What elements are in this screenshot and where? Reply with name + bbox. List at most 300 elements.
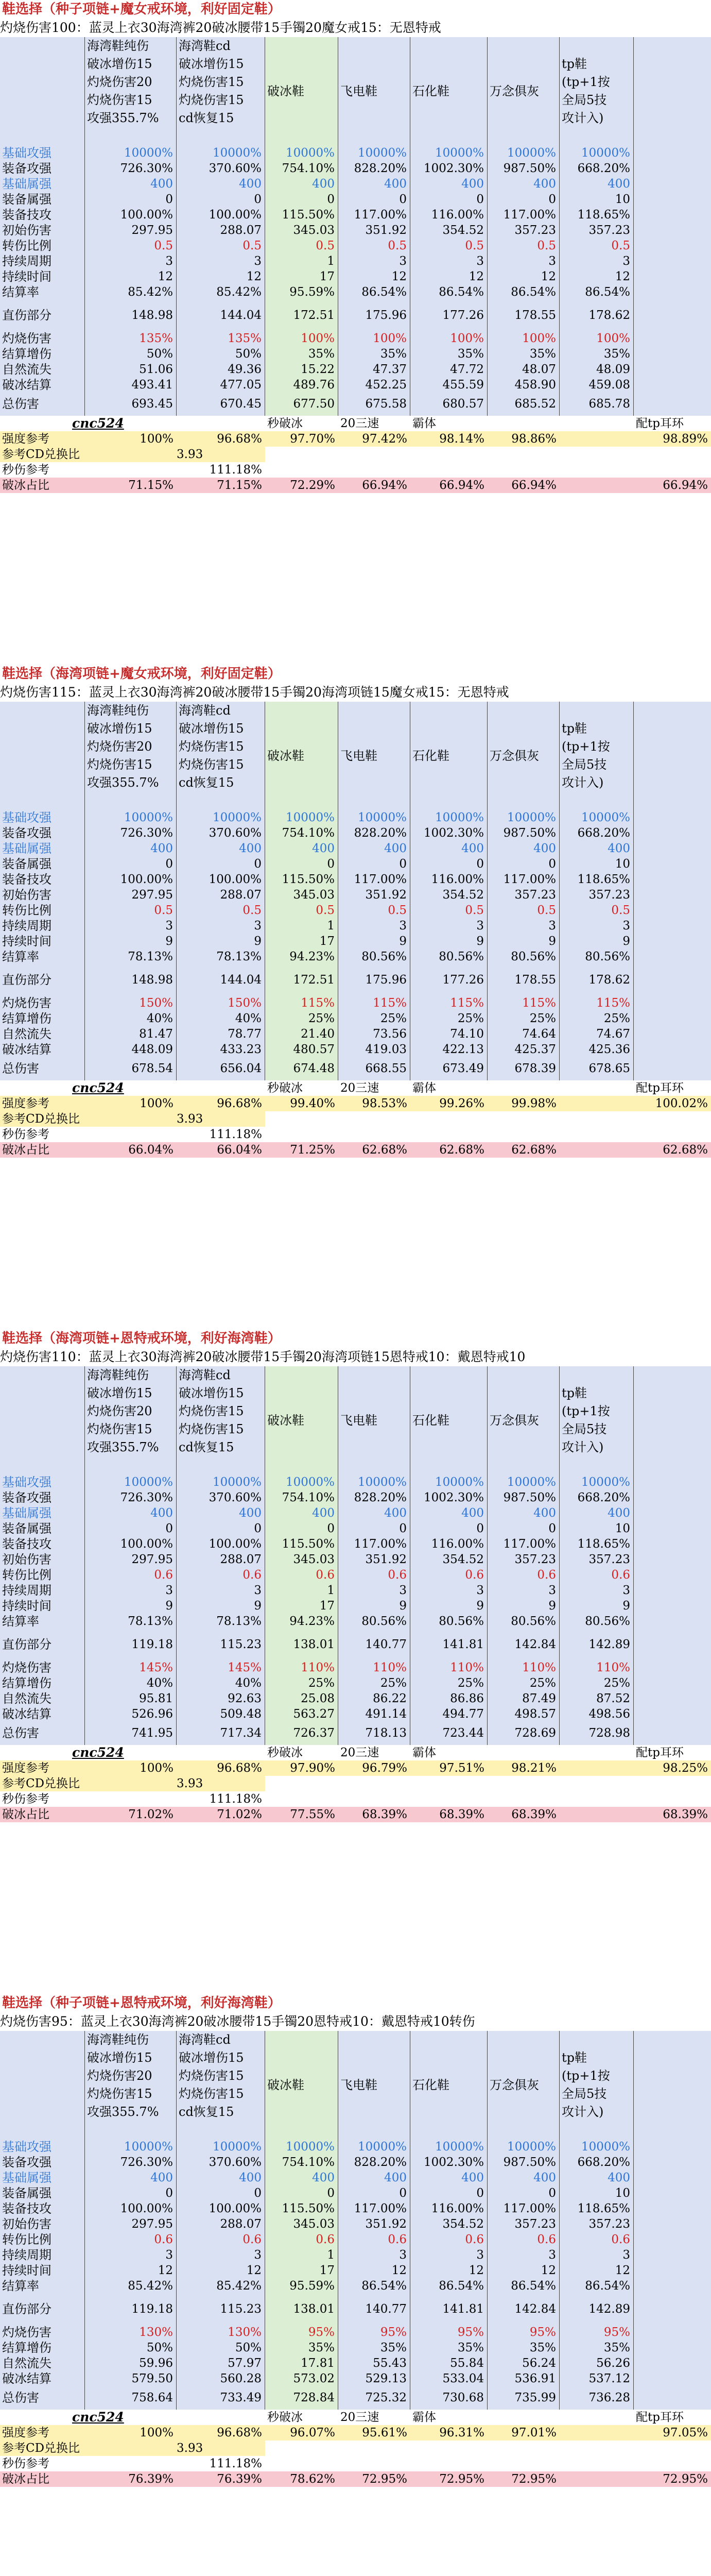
table-cell: 100.00% xyxy=(177,872,265,887)
header-gulf-cd xyxy=(177,702,265,810)
table-row xyxy=(0,1026,711,1042)
table-cell: 9 xyxy=(410,934,488,949)
table-cell: 135% xyxy=(85,331,177,346)
table-cell-blank xyxy=(634,1057,711,1080)
table-cell: 95% xyxy=(265,2325,338,2340)
table-cell: 86.22 xyxy=(338,1691,410,1706)
title-subtitle: （种子项链+恩特戒环境，利好海湾鞋） xyxy=(42,1995,281,2011)
intensity-value: 96.79% xyxy=(362,1761,407,1775)
table-row xyxy=(0,841,711,856)
table-row xyxy=(0,1706,711,1722)
header-line: 灼烧伤害20 xyxy=(87,2069,152,2083)
table-cell: 656.04 xyxy=(177,1057,265,1080)
table-cell-blank xyxy=(634,176,711,192)
header-line: 灼烧伤害15 xyxy=(179,739,244,754)
table-cell: 354.52 xyxy=(410,223,488,238)
table-cell: 828.20% xyxy=(338,1490,410,1505)
table-cell: 117.00% xyxy=(488,1536,560,1552)
table-cell: 115% xyxy=(265,995,338,1011)
table-cell-blank xyxy=(634,872,711,887)
title-text: 鞋选择 xyxy=(2,1995,43,2011)
table-cell: 459.08 xyxy=(560,377,634,393)
author-tag: cnc524 xyxy=(72,2410,124,2425)
table-cell: 25% xyxy=(488,1011,560,1026)
summary-col-label: 霸体 xyxy=(412,1746,436,1759)
table-cell: 145% xyxy=(177,1660,265,1675)
table-cell: 736.28 xyxy=(560,2386,634,2410)
intensity-label: 强度参考 xyxy=(2,432,49,446)
table-row xyxy=(0,238,711,253)
table-cell: 100.00% xyxy=(85,207,177,223)
table-cell: 0.5 xyxy=(177,238,265,253)
table-cell: 9 xyxy=(488,934,560,949)
table-row xyxy=(0,1042,711,1057)
header-tp xyxy=(560,37,634,145)
header-line: 灼烧伤害15 xyxy=(87,757,152,772)
table-cell: 116.00% xyxy=(410,872,488,887)
table-cell: 673.49 xyxy=(410,1057,488,1080)
table-cell-blank xyxy=(634,2155,711,2170)
table-cell: 9 xyxy=(85,1598,177,1614)
table-cell: 400 xyxy=(265,2170,338,2185)
table-cell: 3 xyxy=(85,918,177,934)
table-cell-blank xyxy=(634,934,711,949)
table-cell: 754.10% xyxy=(265,825,338,841)
table-cell: 50% xyxy=(85,346,177,362)
table-cell: 100% xyxy=(560,331,634,346)
table-cell: 117.00% xyxy=(338,1536,410,1552)
table-cell: 12 xyxy=(488,2263,560,2278)
header-gulf-cd xyxy=(177,1366,265,1475)
row-label: 持续周期 xyxy=(0,2247,85,2263)
table-cell: 130% xyxy=(85,2325,177,2340)
table-cell-blank xyxy=(634,1567,711,1583)
table-cell: 95% xyxy=(338,2325,410,2340)
table-cell: 10000% xyxy=(85,145,177,161)
table-cell: 115% xyxy=(488,995,560,1011)
table-cell: 74.64 xyxy=(488,1026,560,1042)
table-cell: 10000% xyxy=(85,2139,177,2155)
table-cell: 10000% xyxy=(488,810,560,825)
table-cell: 345.03 xyxy=(265,887,338,903)
row-label: 基础攻强 xyxy=(0,145,85,161)
table-cell: 9 xyxy=(85,934,177,949)
table-row xyxy=(0,918,711,934)
table-cell: 95% xyxy=(560,2325,634,2340)
summary-header-row xyxy=(0,1745,711,1760)
table-cell-blank xyxy=(634,1490,711,1505)
table-cell-blank xyxy=(634,887,711,903)
table-cell: 728.84 xyxy=(265,2386,338,2410)
table-cell: 35% xyxy=(265,2340,338,2355)
table-cell: 0 xyxy=(488,2185,560,2201)
table-row xyxy=(0,2232,711,2247)
header-line: 灼烧伤害20 xyxy=(87,75,152,89)
table-row xyxy=(0,145,711,161)
header-line: 灼烧伤害15 xyxy=(179,75,244,89)
icebreak-ratio-value: 68.39% xyxy=(362,1808,407,1821)
intensity-value: 96.68% xyxy=(217,1761,262,1775)
table-cell: 85.42% xyxy=(85,2278,177,2294)
table-cell: 288.07 xyxy=(177,1552,265,1567)
column-header-row xyxy=(0,1366,711,1475)
table-cell-blank xyxy=(634,2232,711,2247)
table-cell: 3 xyxy=(338,1583,410,1598)
table-cell: 10000% xyxy=(560,810,634,825)
header-flying: 飞电鞋 xyxy=(338,37,410,145)
header-line: 灼烧伤害15 xyxy=(179,1422,244,1436)
header-line: 攻计入) xyxy=(562,1440,604,1454)
header-blank xyxy=(0,702,85,810)
row-label: 装备技攻 xyxy=(0,207,85,223)
table-cell: 78.13% xyxy=(85,1614,177,1629)
header-line: 全局5技 xyxy=(562,757,607,772)
table-cell: 95.59% xyxy=(265,284,338,300)
table-cell: 1 xyxy=(265,918,338,934)
row-label: 自然流失 xyxy=(0,1026,85,1042)
table-cell: 351.92 xyxy=(338,2216,410,2232)
icebreak-ratio-value: 72.95% xyxy=(511,2472,557,2486)
table-cell: 351.92 xyxy=(338,223,410,238)
row-label: 结算率 xyxy=(0,284,85,300)
table-cell: 10000% xyxy=(488,1475,560,1490)
header-line: 破冰增伤15 xyxy=(179,721,244,736)
table-cell: 680.57 xyxy=(410,393,488,416)
table-cell: 498.56 xyxy=(560,1706,634,1722)
header-blank-right xyxy=(634,1366,711,1475)
table-cell: 25% xyxy=(410,1675,488,1691)
column-header-row xyxy=(0,37,711,146)
header-line: 灼烧伤害15 xyxy=(179,1404,244,1418)
table-cell: 85.42% xyxy=(177,2278,265,2294)
table-cell: 86.54% xyxy=(338,284,410,300)
table-cell: 537.12 xyxy=(560,2371,634,2386)
section-title xyxy=(2,665,281,683)
header-icebreak: 破冰鞋 xyxy=(265,702,338,810)
table-cell: 115.50% xyxy=(265,872,338,887)
icebreak-ratio-value: 71.15% xyxy=(128,479,174,492)
table-cell: 370.60% xyxy=(177,2155,265,2170)
table-row xyxy=(0,269,711,284)
table-cell: 145% xyxy=(85,1660,177,1675)
table-cell: 57.97 xyxy=(177,2355,265,2371)
table-cell: 452.25 xyxy=(338,377,410,393)
table-cell: 288.07 xyxy=(177,2216,265,2232)
table-cell-blank xyxy=(634,2386,711,2410)
table-cell-blank xyxy=(634,1675,711,1691)
section-4 xyxy=(0,1994,711,2576)
table-cell: 78.13% xyxy=(177,1614,265,1629)
table-cell: 480.57 xyxy=(265,1042,338,1057)
table-cell: 668.20% xyxy=(560,161,634,176)
author-tag: cnc524 xyxy=(72,416,124,431)
summary-col-label: 秒破冰 xyxy=(267,1746,303,1759)
table-cell: 741.95 xyxy=(85,1722,177,1745)
table-cell-blank xyxy=(634,1552,711,1567)
header-line: 攻计入) xyxy=(562,775,604,790)
table-cell: 0 xyxy=(265,192,338,207)
table-cell: 0 xyxy=(85,856,177,872)
header-blank-right xyxy=(634,37,711,145)
table-cell: 141.81 xyxy=(410,1629,488,1660)
table-cell: 50% xyxy=(177,2340,265,2355)
table-cell: 288.07 xyxy=(177,223,265,238)
header-flying: 飞电鞋 xyxy=(338,2031,410,2139)
header-line: 灼烧伤害15 xyxy=(87,1422,152,1436)
table-cell: 400 xyxy=(265,176,338,192)
table-cell: 458.90 xyxy=(488,377,560,393)
table-cell: 10000% xyxy=(177,145,265,161)
table-cell: 9 xyxy=(560,1598,634,1614)
table-cell: 87.49 xyxy=(488,1691,560,1706)
table-row xyxy=(0,995,711,1011)
table-cell: 115.23 xyxy=(177,1629,265,1660)
table-cell: 95.59% xyxy=(265,2278,338,2294)
table-cell: 73.56 xyxy=(338,1026,410,1042)
table-cell: 400 xyxy=(488,841,560,856)
table-cell: 0.6 xyxy=(177,1567,265,1583)
table-cell: 0 xyxy=(177,2185,265,2201)
table-cell-blank xyxy=(634,2216,711,2232)
table-cell: 754.10% xyxy=(265,2155,338,2170)
table-cell: 10 xyxy=(560,1521,634,1536)
row-label: 装备属强 xyxy=(0,2185,85,2201)
row-label: 装备技攻 xyxy=(0,872,85,887)
table-cell: 400 xyxy=(177,2170,265,2185)
row-label: 直伤部分 xyxy=(0,964,85,995)
intensity-value: 96.31% xyxy=(439,2426,484,2439)
environment-line: 灼烧伤害95：蓝灵上衣30海湾裤20破冰腰带15手镯20恩特戒10：戴恩特戒10转伤 xyxy=(0,2012,711,2031)
section-2 xyxy=(0,665,711,1319)
table-cell: 12 xyxy=(410,269,488,284)
row-label: 直伤部分 xyxy=(0,300,85,331)
table-cell: 10000% xyxy=(177,2139,265,2155)
row-label: 初始伤害 xyxy=(0,1552,85,1567)
table-row xyxy=(0,2201,711,2216)
table-cell-blank xyxy=(634,2294,711,2325)
header-line: 灼烧伤害20 xyxy=(87,1404,152,1418)
table-cell: 357.23 xyxy=(488,2216,560,2232)
table-row xyxy=(0,377,711,393)
dps-row xyxy=(0,1791,711,1807)
table-cell: 49.36 xyxy=(177,362,265,377)
table-row xyxy=(0,856,711,872)
table-cell: 0.6 xyxy=(85,1567,177,1583)
row-label: 直伤部分 xyxy=(0,2294,85,2325)
table-cell: 140.77 xyxy=(338,2294,410,2325)
table-row xyxy=(0,192,711,207)
row-label: 灼烧伤害 xyxy=(0,331,85,346)
table-cell: 0.6 xyxy=(265,2232,338,2247)
icebreak-ratio-label: 破冰占比 xyxy=(2,1143,49,1157)
table-cell: 12 xyxy=(560,269,634,284)
table-cell: 0 xyxy=(338,2185,410,2201)
row-label: 结算增伤 xyxy=(0,1675,85,1691)
intensity-value: 97.42% xyxy=(362,432,407,446)
icebreak-ratio-value: 71.02% xyxy=(128,1808,174,1821)
table-cell-blank xyxy=(634,903,711,918)
table-cell-blank xyxy=(634,1629,711,1660)
table-cell: 351.92 xyxy=(338,1552,410,1567)
table-cell: 400 xyxy=(410,176,488,192)
dps-value: 111.18% xyxy=(209,463,262,477)
icebreak-ratio-value: 78.62% xyxy=(290,2472,335,2486)
summary-col-label: 20三速 xyxy=(340,1081,379,1095)
header-gulf-pure xyxy=(85,702,177,810)
intensity-value: 100% xyxy=(140,432,174,446)
table-cell: 433.23 xyxy=(177,1042,265,1057)
table-cell: 1 xyxy=(265,2247,338,2263)
table-cell-blank xyxy=(634,223,711,238)
table-cell-blank xyxy=(634,1598,711,1614)
table-cell: 400 xyxy=(488,2170,560,2185)
table-cell: 9 xyxy=(177,1598,265,1614)
table-cell: 119.18 xyxy=(85,2294,177,2325)
table-cell-blank xyxy=(634,284,711,300)
table-cell: 425.36 xyxy=(560,1042,634,1057)
table-cell-blank xyxy=(634,1583,711,1598)
table-cell: 115.50% xyxy=(265,2201,338,2216)
table-cell: 144.04 xyxy=(177,964,265,995)
header-line: 灼烧伤害15 xyxy=(179,2069,244,2083)
table-cell: 35% xyxy=(410,2340,488,2355)
table-cell-blank xyxy=(634,145,711,161)
data-table xyxy=(0,1475,711,1745)
table-cell: 0 xyxy=(85,192,177,207)
table-cell-blank xyxy=(634,2263,711,2278)
intensity-value: 99.26% xyxy=(439,1097,484,1110)
table-cell: 116.00% xyxy=(410,1536,488,1552)
header-flying: 飞电鞋 xyxy=(338,702,410,810)
header-line: 攻强355.7% xyxy=(87,1440,159,1454)
row-label: 自然流失 xyxy=(0,1691,85,1706)
summary-header-row xyxy=(0,416,711,431)
summary-col-label: 配tp耳环 xyxy=(636,417,684,430)
table-cell: 1002.30% xyxy=(410,161,488,176)
table-cell-blank xyxy=(634,964,711,995)
header-line: 破冰增伤15 xyxy=(179,2050,244,2065)
header-line: 海湾鞋cd xyxy=(179,703,231,718)
table-cell: 0.6 xyxy=(265,1567,338,1583)
table-cell: 728.98 xyxy=(560,1722,634,1745)
table-cell: 357.23 xyxy=(560,223,634,238)
row-label: 装备属强 xyxy=(0,1521,85,1536)
table-cell: 117.00% xyxy=(488,2201,560,2216)
table-cell: 100.00% xyxy=(177,1536,265,1552)
table-cell: 110% xyxy=(338,1660,410,1675)
table-cell: 400 xyxy=(560,176,634,192)
table-cell: 25% xyxy=(265,1011,338,1026)
table-cell-blank xyxy=(634,841,711,856)
table-cell: 351.92 xyxy=(338,887,410,903)
summary-header-row xyxy=(0,2410,711,2425)
row-label: 基础攻强 xyxy=(0,810,85,825)
table-cell-blank xyxy=(634,346,711,362)
table-cell: 726.30% xyxy=(85,825,177,841)
header-line: 海湾鞋cd xyxy=(179,2032,231,2047)
table-cell: 0.6 xyxy=(410,1567,488,1583)
summary-col-label: 配tp耳环 xyxy=(636,1081,684,1095)
intensity-value: 97.01% xyxy=(511,2426,557,2439)
table-row xyxy=(0,1629,711,1660)
table-cell: 25% xyxy=(338,1011,410,1026)
table-cell: 400 xyxy=(338,176,410,192)
summary-col-label: 霸体 xyxy=(412,417,436,430)
table-cell: 354.52 xyxy=(410,887,488,903)
table-cell: 730.68 xyxy=(410,2386,488,2410)
row-label: 基础属强 xyxy=(0,841,85,856)
table-cell: 86.54% xyxy=(560,284,634,300)
icebreak-ratio-value: 62.68% xyxy=(439,1143,484,1157)
row-label: 结算率 xyxy=(0,1614,85,1629)
row-label: 总伤害 xyxy=(0,1722,85,1745)
table-cell: 10000% xyxy=(265,145,338,161)
table-row xyxy=(0,1552,711,1567)
table-cell: 95.81 xyxy=(85,1691,177,1706)
table-cell: 144.04 xyxy=(177,300,265,331)
table-cell: 3 xyxy=(560,1583,634,1598)
table-cell: 0 xyxy=(338,192,410,207)
header-despair: 万念俱灰 xyxy=(488,37,560,145)
table-cell: 425.37 xyxy=(488,1042,560,1057)
table-cell: 17 xyxy=(265,934,338,949)
icebreak-ratio-value: 71.15% xyxy=(217,479,262,492)
row-label: 结算率 xyxy=(0,949,85,964)
row-label: 装备属强 xyxy=(0,856,85,872)
row-label: 破冰结算 xyxy=(0,2371,85,2386)
row-label: 基础属强 xyxy=(0,1505,85,1521)
table-cell: 117.00% xyxy=(338,207,410,223)
row-label: 初始伤害 xyxy=(0,223,85,238)
table-cell: 87.52 xyxy=(560,1691,634,1706)
table-row xyxy=(0,1521,711,1536)
table-cell: 0 xyxy=(410,192,488,207)
table-cell: 828.20% xyxy=(338,2155,410,2170)
table-cell: 400 xyxy=(338,1505,410,1521)
table-row xyxy=(0,1011,711,1026)
table-cell: 40% xyxy=(85,1675,177,1691)
table-row xyxy=(0,1536,711,1552)
table-cell: 288.07 xyxy=(177,887,265,903)
table-cell: 0 xyxy=(85,1521,177,1536)
table-cell: 80.56% xyxy=(410,1614,488,1629)
table-row xyxy=(0,1490,711,1505)
table-cell: 10000% xyxy=(560,145,634,161)
table-cell: 117.00% xyxy=(338,2201,410,2216)
table-cell: 80.56% xyxy=(488,949,560,964)
intensity-value: 98.25% xyxy=(663,1761,708,1775)
table-cell-blank xyxy=(634,1042,711,1057)
summary-col-label: 秒破冰 xyxy=(267,1081,303,1095)
table-cell: 116.00% xyxy=(410,2201,488,2216)
title-subtitle: （海湾项链+恩特戒环境，利好海湾鞋） xyxy=(42,1331,281,1346)
header-line: 全局5技 xyxy=(562,2087,607,2101)
row-label: 装备攻强 xyxy=(0,1490,85,1505)
cd-ratio-label: 参考CD兑换比 xyxy=(2,2442,80,2455)
intensity-row xyxy=(0,2425,711,2441)
table-cell: 3 xyxy=(560,2247,634,2263)
table-cell-blank xyxy=(634,2371,711,2386)
table-cell-blank xyxy=(634,918,711,934)
icebreak-ratio-value: 68.39% xyxy=(439,1808,484,1821)
header-line: 海湾鞋纯伤 xyxy=(87,1368,149,1382)
row-label: 初始伤害 xyxy=(0,2216,85,2232)
table-cell: 100% xyxy=(338,331,410,346)
header-line: 攻计入) xyxy=(562,111,604,125)
dps-value: 111.18% xyxy=(209,1128,262,1141)
table-cell: 400 xyxy=(85,176,177,192)
table-cell: 400 xyxy=(560,2170,634,2185)
